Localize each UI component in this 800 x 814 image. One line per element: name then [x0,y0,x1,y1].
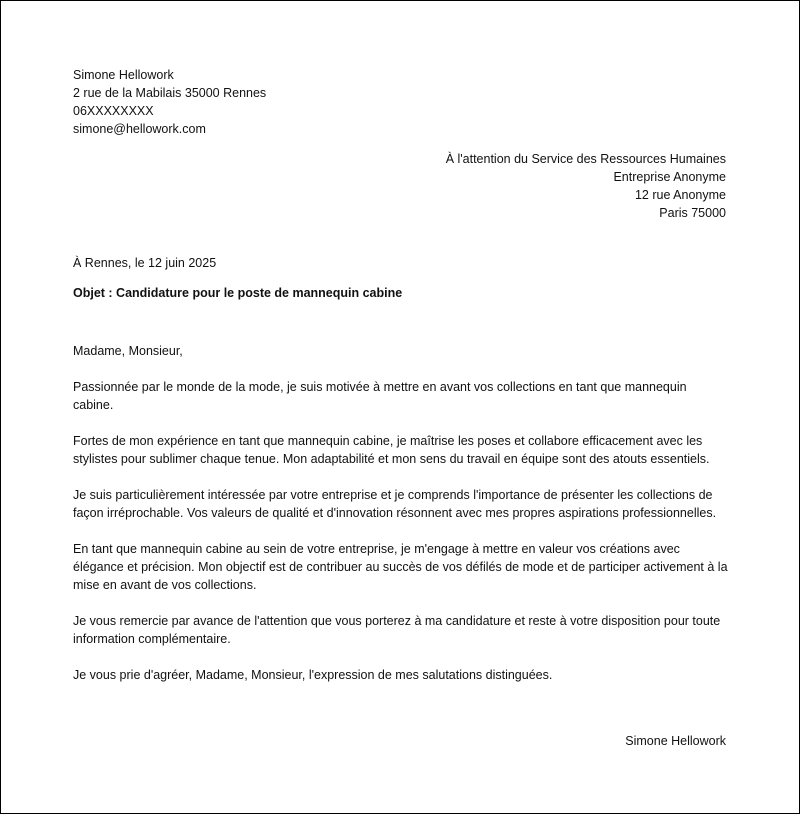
signature: Simone Hellowork [625,734,726,748]
date-line: À Rennes, le 12 juin 2025 [73,256,217,270]
recipient-street: 12 rue Anonyme [634,188,726,202]
recipient-attention: À l'attention du Service des Ressources Humaines [445,152,726,166]
body-paragraph: Je vous remercie par avance de l'attention que vous porterez à ma candidature et reste à votre disposition pour toute information complémentaire. [73,614,721,646]
salutation: Madame, Monsieur, [73,344,183,358]
body-paragraph: Je suis particulièrement intéressée par votre entreprise et je comprends l'importance de présenter les collections de façon irréprochable. Vos valeurs de qualité et d'innovation résonnent avec mes propres aspirations professionnelles. [73,488,717,520]
body-paragraph: Fortes de mon expérience en tant que mannequin cabine, je maîtrise les poses et collabore efficacement avec les stylistes pour sublimer chaque tenue. Mon adaptabilité et mon sens du travail en équipe sont des atouts essentiels. [73,434,710,466]
recipient-company: Entreprise Anonyme [613,170,726,184]
sender-block [73,66,473,138]
sender-name: Simone Hellowork [73,68,174,82]
sender-email: simone@hellowork.com [73,122,206,136]
recipient-block [226,150,726,222]
subject-line: Objet : Candidature pour le poste de mannequin cabine [73,286,403,300]
letter-body [73,342,729,702]
sender-address: 2 rue de la Mabilais 35000 Rennes [73,86,267,100]
closing-paragraph: Je vous prie d'agréer, Madame, Monsieur, l'expression de mes salutations distinguées. [73,668,553,682]
body-paragraph: En tant que mannequin cabine au sein de votre entreprise, je m'engage à mettre en valeur vos créations avec élégance et précision. Mon objectif est de contribuer au succès de vos défilés de mode et de participer activement à la mise en avant de vos collections. [73,542,728,592]
recipient-city: Paris 75000 [659,206,726,220]
sender-phone: 06XXXXXXXX [73,104,154,118]
body-paragraph: Passionnée par le monde de la mode, je suis motivée à mettre en avant vos collections en tant que mannequin cabine. [73,380,687,412]
